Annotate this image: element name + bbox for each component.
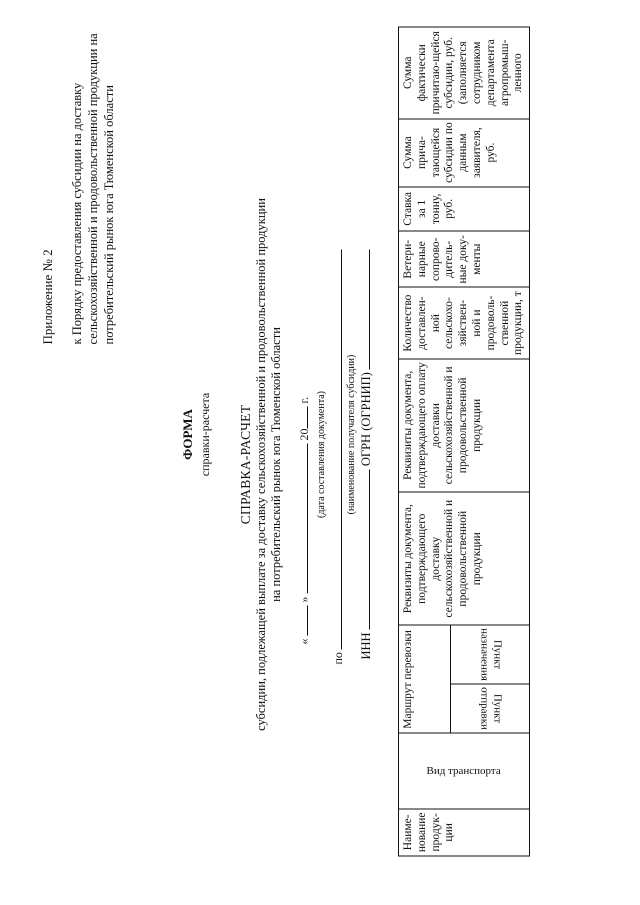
- date-year-blank[interactable]: [296, 407, 308, 429]
- header-vet-docs: Ветери-нарные сопрово-дитель-ные доку-менты: [399, 231, 530, 287]
- appendix-block: [40, 25, 117, 345]
- document-subtitle-line1: субсидии, подлежащей выплате за доставку сельскохозяйственной и продовольственной продукции: [254, 198, 269, 731]
- form-title: ФОРМА: [180, 409, 195, 460]
- document-subtitle-line2: на потребительский рынок юга Тюменской области: [269, 327, 284, 602]
- form-subtitle: справки-расчета: [198, 392, 212, 477]
- header-transport-label: Вид транспорта: [426, 764, 501, 777]
- header-route-to-label: Пункт назначения: [477, 628, 503, 682]
- date-month-blank[interactable]: [296, 444, 308, 594]
- inn-ogrn-line: [358, 200, 374, 660]
- ogrn-blank[interactable]: [358, 249, 370, 369]
- header-sum-actual: Сумма фактически причитаю-щейся субсидии, руб. (заполняется сотрудником департамента агропромыш-ленного: [399, 27, 530, 119]
- inn-blank[interactable]: [358, 469, 370, 629]
- header-doc-delivery: Реквизиты документа, подтверждающего доставку сельскохозяйственной и продовольственной продукции: [399, 492, 530, 625]
- ogrn-label: ОГРН (ОГРНИП): [359, 372, 373, 467]
- header-quantity: Количество доставлен-ной сельскохо-зяйствен-ной и продоволь-ственной продукции, т: [399, 287, 530, 358]
- calculation-table: [398, 27, 530, 857]
- date-close-quote: »: [297, 596, 311, 603]
- date-line: [296, 225, 312, 645]
- header-route-to: [450, 625, 529, 684]
- table-header-row: [399, 27, 451, 856]
- date-open-quote: «: [297, 638, 311, 645]
- form-title-block: [180, 185, 213, 685]
- header-doc-payment: Реквизиты документа, подтверждающего оплату доставки сельскохозяйственной и продовольственной продукции: [399, 359, 530, 492]
- header-route-from: [450, 684, 529, 733]
- document-title: СПРАВКА-РАСЧЕТ: [238, 404, 253, 525]
- recipient-line: [330, 225, 346, 665]
- header-sum-applicant: Сумма прича-тающейся субсидии по данным заявителя, руб.: [399, 119, 530, 187]
- recipient-label: по: [331, 652, 345, 665]
- header-product: Наиме-нование продук-ции: [399, 809, 530, 856]
- header-route: Маршрут перевозки: [399, 625, 451, 733]
- header-rate: Ставка за 1 тонну, руб.: [399, 187, 530, 231]
- date-year-suffix: г.: [297, 396, 311, 404]
- appendix-number: Приложение № 2: [40, 249, 55, 345]
- inn-label: ИНН: [359, 632, 373, 660]
- date-caption: (дата составления документа): [316, 391, 327, 518]
- appendix-text: к Порядку предоставления субсидии на доставку сельскохозяйственной и продовольственной продукции на потребительский рынок юга Тюменской области: [70, 33, 116, 345]
- document-title-block: [238, 85, 284, 845]
- date-day-blank[interactable]: [296, 606, 308, 636]
- recipient-blank[interactable]: [330, 249, 342, 649]
- recipient-caption: (наименование получателя субсидии): [346, 354, 357, 515]
- header-route-from-label: Пункт отправки: [477, 687, 503, 731]
- header-transport: [399, 733, 530, 808]
- date-year-prefix: 20: [297, 428, 311, 441]
